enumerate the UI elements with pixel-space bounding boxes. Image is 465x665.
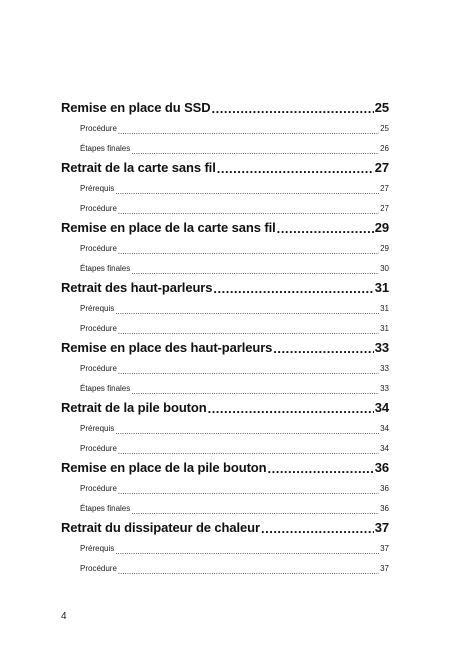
toc-section-title: Retrait du dissipateur de chaleur [61, 520, 260, 535]
dot-leader [213, 281, 373, 296]
toc-section [61, 456, 389, 516]
dot-leader [118, 367, 379, 376]
toc-section-page: 27 [374, 160, 389, 175]
toc-section-title: Remise en place du SSD [61, 100, 211, 115]
toc-entry-page: 27 [380, 204, 389, 213]
dot-leader [267, 461, 373, 476]
toc-entry-label: Prérequis [80, 184, 115, 193]
toc-entry[interactable] [61, 136, 389, 156]
toc-section-title: Remise en place de la pile bouton [61, 460, 267, 475]
dot-leader [118, 247, 379, 256]
toc-section-heading[interactable] [61, 276, 389, 296]
toc-entry-page: 31 [380, 304, 389, 313]
toc-section-page: 37 [374, 520, 389, 535]
dot-leader [118, 567, 379, 576]
dot-leader [131, 147, 379, 156]
toc-entry-page: 33 [380, 384, 389, 393]
toc-entry-label: Prérequis [80, 304, 115, 313]
toc-section-page: 29 [374, 220, 389, 235]
toc-entry-page: 33 [380, 364, 389, 373]
toc-entry[interactable] [61, 176, 389, 196]
dot-leader [115, 187, 379, 196]
toc-entry[interactable] [61, 236, 389, 256]
dot-leader [115, 307, 379, 316]
toc-section-page: 25 [374, 100, 389, 115]
toc-entry-page: 34 [380, 444, 389, 453]
toc-entry-label: Prérequis [80, 544, 115, 553]
toc-entry-page: 37 [380, 564, 389, 573]
table-of-contents [61, 96, 389, 576]
toc-entry[interactable] [61, 296, 389, 316]
toc-section-title: Retrait de la carte sans fil [61, 160, 216, 175]
toc-entry-label: Étapes finales [80, 384, 131, 393]
dot-leader [208, 401, 374, 416]
toc-section [61, 96, 389, 156]
toc-section-heading[interactable] [61, 456, 389, 476]
toc-entry-page: 25 [380, 124, 389, 133]
toc-entry-label: Procédure [80, 124, 117, 133]
toc-entry[interactable] [61, 356, 389, 376]
toc-entry-page: 37 [380, 544, 389, 553]
dot-leader [277, 221, 374, 236]
toc-entry-page: 36 [380, 504, 389, 513]
dot-leader [212, 101, 374, 116]
toc-entry-label: Étapes finales [80, 144, 131, 153]
dot-leader [273, 341, 373, 356]
toc-section [61, 336, 389, 396]
toc-entry-label: Procédure [80, 364, 117, 373]
toc-section [61, 396, 389, 456]
toc-entry-page: 27 [380, 184, 389, 193]
toc-section-title: Retrait des haut-parleurs [61, 280, 213, 295]
toc-section-title: Remise en place de la carte sans fil [61, 220, 276, 235]
toc-entry[interactable] [61, 316, 389, 336]
toc-section-page: 34 [374, 400, 389, 415]
dot-leader [118, 487, 379, 496]
dot-leader [115, 427, 379, 436]
toc-entry-label: Procédure [80, 324, 117, 333]
toc-section-title: Retrait de la pile bouton [61, 400, 207, 415]
dot-leader [115, 547, 379, 556]
toc-entry-page: 34 [380, 424, 389, 433]
toc-entry[interactable] [61, 416, 389, 436]
toc-section [61, 516, 389, 576]
toc-section-page: 33 [374, 340, 389, 355]
dot-leader [118, 127, 379, 136]
toc-entry-label: Procédure [80, 204, 117, 213]
toc-entry[interactable] [61, 436, 389, 456]
dot-leader [217, 161, 374, 176]
toc-entry-page: 30 [380, 264, 389, 273]
toc-entry-label: Procédure [80, 484, 117, 493]
toc-entry-label: Étapes finales [80, 264, 131, 273]
toc-entry[interactable] [61, 476, 389, 496]
page-number: 4 [61, 611, 67, 622]
toc-entry-label: Prérequis [80, 424, 115, 433]
dot-leader [131, 267, 379, 276]
dot-leader [118, 447, 379, 456]
toc-entry-page: 36 [380, 484, 389, 493]
toc-section-heading[interactable] [61, 336, 389, 356]
dot-leader [131, 387, 379, 396]
toc-entry-label: Procédure [80, 244, 117, 253]
toc-entry[interactable] [61, 196, 389, 216]
toc-section-title: Remise en place des haut-parleurs [61, 340, 273, 355]
toc-entry-label: Procédure [80, 564, 117, 573]
toc-entry[interactable] [61, 556, 389, 576]
toc-entry-label: Procédure [80, 444, 117, 453]
toc-section-page: 31 [374, 280, 389, 295]
toc-entry-page: 31 [380, 324, 389, 333]
toc-section-heading[interactable] [61, 396, 389, 416]
toc-section-heading[interactable] [61, 156, 389, 176]
dot-leader [131, 507, 379, 516]
dot-leader [261, 521, 374, 536]
toc-section-heading[interactable] [61, 216, 389, 236]
toc-entry-label: Étapes finales [80, 504, 131, 513]
toc-section-page: 36 [374, 460, 389, 475]
toc-entry[interactable] [61, 496, 389, 516]
toc-section [61, 156, 389, 216]
dot-leader [118, 207, 379, 216]
dot-leader [118, 327, 379, 336]
toc-section-heading[interactable] [61, 96, 389, 116]
toc-section [61, 276, 389, 336]
toc-entry-page: 29 [380, 244, 389, 253]
toc-entry[interactable] [61, 256, 389, 276]
toc-section-heading[interactable] [61, 516, 389, 536]
toc-entry[interactable] [61, 536, 389, 556]
toc-entry-page: 26 [380, 144, 389, 153]
toc-section [61, 216, 389, 276]
toc-entry[interactable] [61, 116, 389, 136]
toc-entry[interactable] [61, 376, 389, 396]
